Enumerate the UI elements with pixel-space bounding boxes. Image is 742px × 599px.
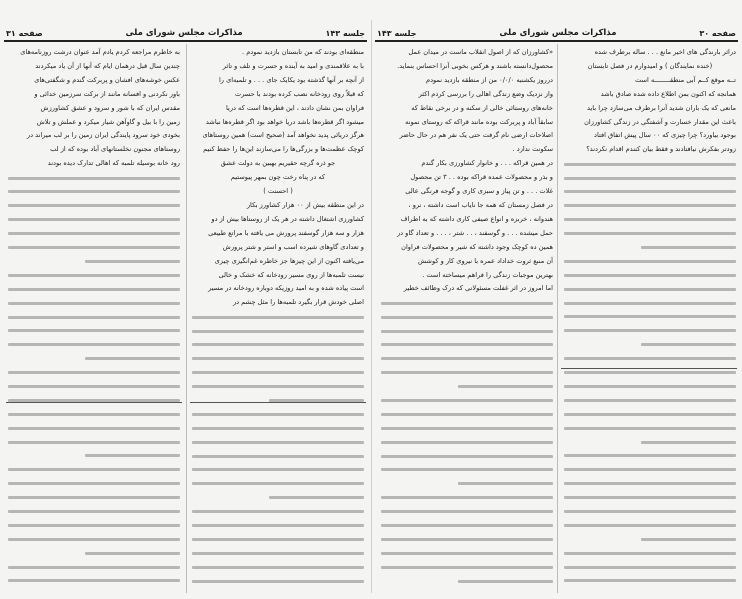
illegible-text-line xyxy=(564,157,736,171)
text-line-mark xyxy=(8,288,180,291)
text-column xyxy=(8,46,180,588)
illegible-text-line xyxy=(8,463,180,477)
text-line-mark xyxy=(8,232,180,235)
session-number: جلسه ۱۴۳ xyxy=(377,28,417,38)
text-column xyxy=(381,46,553,588)
session-number: جلسه ۱۴۳ xyxy=(325,28,365,38)
illegible-text-line xyxy=(564,532,736,546)
text-line-mark xyxy=(8,218,180,221)
text-line-mark xyxy=(8,316,180,319)
illegible-text-line xyxy=(8,491,180,505)
text-line-mark xyxy=(192,524,364,527)
illegible-text-line xyxy=(564,338,736,352)
text-line-mark xyxy=(564,385,736,388)
text-line-mark xyxy=(8,204,180,207)
text-line: که قبلاً روی رودخانه نصب کرده بودند با حسرت xyxy=(234,89,364,98)
text-line-mark xyxy=(8,441,180,444)
text-line: فراوان بمن نشان دادند ، این قطره‌ها است که دریا xyxy=(225,103,364,112)
text-line: سابقاً آباد و پربرکت بوده مانند قراکه که روستای نمونه xyxy=(405,117,553,126)
illegible-text-line xyxy=(381,532,553,546)
illegible-text-line xyxy=(381,546,553,560)
page-header xyxy=(6,27,365,39)
text-column xyxy=(192,46,364,588)
illegible-text-line xyxy=(192,560,364,574)
illegible-text-line xyxy=(8,380,180,394)
text-line: اصلاحات ارضی نام گرفت حتی یک نفر هم در حال حاضر xyxy=(399,131,553,140)
text-line-mark xyxy=(85,552,180,555)
text-line-mark xyxy=(564,302,736,305)
text-line-mark xyxy=(641,246,736,249)
illegible-text-line xyxy=(564,435,736,449)
text-line-mark xyxy=(564,399,736,402)
text-line: با به علاقمندی و امید به آینده و حسرت و تلف و تاثر xyxy=(222,61,364,70)
text-line-mark xyxy=(564,482,736,485)
text-line-mark xyxy=(381,316,553,319)
text-line-mark xyxy=(564,218,736,221)
text-line-mark xyxy=(192,413,364,416)
column-divider xyxy=(186,44,187,593)
text-line-mark xyxy=(8,371,180,374)
illegible-text-line xyxy=(192,546,364,560)
illegible-text-line xyxy=(8,268,180,282)
header-rule xyxy=(375,40,738,42)
text-line-mark xyxy=(8,246,180,249)
text-line: در همین قراکه . . . و خانوار کشاورزی بکار گندم xyxy=(421,159,553,168)
illegible-text-line xyxy=(8,477,180,491)
text-line-mark xyxy=(8,343,180,346)
illegible-text-line xyxy=(8,393,180,407)
text-line-mark xyxy=(8,413,180,416)
illegible-text-line xyxy=(381,352,553,366)
text-line: «کشاورزان که از اصول انقلاب ماست در میدان عمل xyxy=(408,48,553,56)
illegible-text-line xyxy=(564,477,736,491)
page-header xyxy=(377,27,736,39)
text-line-mark xyxy=(269,496,364,499)
illegible-text-line xyxy=(564,213,736,227)
text-line-mark xyxy=(564,566,736,569)
text-line-mark xyxy=(192,357,364,360)
illegible-text-line xyxy=(8,532,180,546)
text-line: و بذر و محصولات عمده قراکه بوده . . ۳ تن محصول xyxy=(410,173,553,182)
illegible-text-line xyxy=(192,394,364,408)
page-number: صفحه ۳۰ xyxy=(699,28,736,38)
text-line-mark xyxy=(8,538,180,541)
illegible-text-line xyxy=(8,560,180,574)
illegible-text-line xyxy=(564,574,736,588)
text-column xyxy=(564,46,736,588)
illegible-text-line xyxy=(8,449,180,463)
illegible-text-line xyxy=(192,519,364,533)
illegible-text-line xyxy=(8,421,180,435)
text-line: واز نزدیک وضع زندگی اهالی را بررسی کردم اکثر xyxy=(418,89,553,98)
illegible-text-line xyxy=(192,366,364,380)
text-line-mark xyxy=(192,316,364,319)
text-line-mark xyxy=(192,552,364,555)
illegible-text-line xyxy=(564,199,736,213)
text-line-mark xyxy=(381,357,553,360)
text-line-mark xyxy=(381,538,553,541)
text-line: آن منبع ثروت خداداد عمره با نیروی کار و کوشش xyxy=(418,256,553,265)
illegible-text-line xyxy=(192,532,364,546)
text-line-mark xyxy=(381,468,553,471)
illegible-text-line xyxy=(192,338,364,352)
text-line: دراثر بارندگی های اخیر مانع . . . ساله برطرف شده xyxy=(594,48,736,56)
illegible-text-line xyxy=(381,421,553,435)
text-line: مقدس ایران که با شور و سرود و عشق کشاورزش xyxy=(40,103,180,112)
text-line-mark xyxy=(641,441,736,444)
illegible-text-line xyxy=(564,546,736,560)
text-line: کشاورزی اشتغال داشته در هر یک از روستاها بیش از دو xyxy=(211,214,364,223)
text-line-mark xyxy=(381,441,553,444)
page-number: صفحه ۳۱ xyxy=(6,28,43,38)
illegible-text-line xyxy=(564,296,736,310)
text-line: حمل میشده . . . و گوسفند ، . . شتر ، . . . و تعداد گاو در xyxy=(396,228,553,237)
illegible-text-line xyxy=(192,491,364,505)
illegible-text-line xyxy=(381,491,553,505)
text-line: رود خانه بوسیله تلمبه که اهالی تدارک دیده بودند xyxy=(47,159,180,168)
text-line: بخودی خود سرود پایندگی ایران زمین را بر لب میراند در xyxy=(26,131,180,140)
text-line: اصلی خودش قرار بگیرد تلمبه‌ها را مثل چشم در xyxy=(232,298,364,307)
illegible-text-line xyxy=(8,296,180,310)
illegible-text-line xyxy=(381,519,553,533)
text-line: محصول‌دانسته باشند و هرکس بخوبی آنرا احساس بنماید. xyxy=(397,61,553,70)
illegible-text-line xyxy=(381,505,553,519)
text-line-mark xyxy=(458,580,553,583)
text-line: هندوانه ، خربزه و انواع صیفی کاری داشته که به اطراف xyxy=(400,214,553,223)
text-line: در فصل زمستان که همه جا نایاب است داشته ، نرو ، xyxy=(408,200,553,209)
illegible-text-line xyxy=(564,352,736,366)
illegible-text-line xyxy=(381,477,553,491)
text-line-mark xyxy=(564,288,736,291)
text-line: روستاهای مجنون نخلستانهای آباد بوده که از لب xyxy=(50,145,180,154)
illegible-text-line xyxy=(381,560,553,574)
text-line-mark xyxy=(381,427,553,430)
illegible-text-line xyxy=(192,505,364,519)
text-line-mark xyxy=(192,580,364,583)
text-line: خانه‌های روستائی خالی از سکنه و در برخی نقاط که xyxy=(411,103,553,112)
section-separator xyxy=(6,402,182,403)
text-line: از آنچه بر آنها گذشته بود یکایک جای . . . و تلمبه‌ای را xyxy=(218,75,364,84)
text-line-mark xyxy=(192,510,364,513)
text-line: جو ذره گرچه حقیریم بهبین به دولت عشق xyxy=(220,159,336,168)
illegible-text-line xyxy=(8,310,180,324)
text-line-mark xyxy=(85,260,180,263)
text-line: هزار و سه هزار گوسفند پرورش می یافته با مراتع طبیعی xyxy=(208,228,364,237)
text-line: منطقه‌ای بودند که من تابستان بازدید نمودم . xyxy=(242,48,364,56)
text-line-mark xyxy=(564,329,736,332)
text-line-mark xyxy=(8,496,180,499)
text-line: نیست تلمبه‌ها از روی مسیر رودخانه که خشک و خالی xyxy=(218,270,364,279)
text-line-mark xyxy=(564,274,736,277)
publication-title: مذاکرات مجلس شورای ملی xyxy=(499,28,617,38)
text-line: به خاطرم مراجعه کردم یادم آمد عنوان درشت روزنامه‌های xyxy=(20,48,180,56)
text-line: ( احسنت ) xyxy=(263,187,293,196)
illegible-text-line xyxy=(564,171,736,185)
illegible-text-line xyxy=(381,449,553,463)
section-separator xyxy=(190,402,366,403)
illegible-text-line xyxy=(8,282,180,296)
illegible-text-line xyxy=(564,491,736,505)
illegible-text-line xyxy=(564,421,736,435)
text-line: درروز یکشنبه ۰/۰/۰ من از منطقه بازدید نمودم xyxy=(425,75,553,84)
illegible-text-line xyxy=(8,199,180,213)
text-line: عکس خوشه‌های افشان و پربرکت گندم و شگفتی‌های xyxy=(34,75,180,84)
text-line-mark xyxy=(564,260,736,263)
text-line-mark xyxy=(381,496,553,499)
text-line-mark xyxy=(564,413,736,416)
illegible-text-line xyxy=(8,366,180,380)
illegible-text-line xyxy=(564,505,736,519)
text-line-mark xyxy=(192,455,364,458)
text-line: چندین سال قبل درهمان ایام که آنها از آن یاد میکردند xyxy=(35,61,180,70)
text-line: باور نکردنی و افسانه مانند از برکت سرزمین خدائی و xyxy=(34,89,180,98)
illegible-text-line xyxy=(192,435,364,449)
text-line: بهترین موجبات زندگی را فراهم میساخته است . xyxy=(422,270,553,279)
text-line-mark xyxy=(8,468,180,471)
text-line-mark xyxy=(564,427,736,430)
illegible-text-line xyxy=(192,477,364,491)
illegible-text-line xyxy=(381,463,553,477)
illegible-text-line xyxy=(564,449,736,463)
text-line-mark xyxy=(8,302,180,305)
text-line-mark xyxy=(381,343,553,346)
illegible-text-line xyxy=(8,574,180,588)
illegible-text-line xyxy=(381,380,553,394)
text-line-mark xyxy=(8,566,180,569)
illegible-text-line xyxy=(564,380,736,394)
text-line-mark xyxy=(192,538,364,541)
text-line-mark xyxy=(8,385,180,388)
illegible-text-line xyxy=(381,324,553,338)
illegible-text-line xyxy=(8,435,180,449)
text-line: (خنده نمایندگان ) و امیدوارم در فصل تابستان xyxy=(587,61,713,70)
text-line: بوجود بیاورد؟ چرا چیزی که ۰۰ سال پیش اتفاق افتاد xyxy=(594,131,736,140)
illegible-text-line xyxy=(381,366,553,380)
text-line-mark xyxy=(564,496,736,499)
illegible-text-line xyxy=(192,380,364,394)
illegible-text-line xyxy=(564,268,736,282)
text-line-mark xyxy=(564,315,736,318)
text-line: کوچک عظمت‌ها و بزرگی‌ها را می‌سازند این‌ها را حفظ کنیم xyxy=(203,145,364,154)
illegible-text-line xyxy=(192,407,364,421)
text-line: تــه موقع کــم آبی منطقــــــــه است xyxy=(635,75,736,84)
illegible-text-line xyxy=(8,213,180,227)
illegible-text-line xyxy=(8,227,180,241)
illegible-text-line xyxy=(381,296,553,310)
illegible-text-line xyxy=(564,254,736,268)
illegible-text-line xyxy=(8,185,180,199)
text-line-mark xyxy=(192,371,364,374)
text-line-mark xyxy=(564,454,736,457)
text-line-mark xyxy=(458,482,553,485)
text-line-mark xyxy=(381,510,553,513)
text-line-mark xyxy=(641,538,736,541)
illegible-text-line xyxy=(564,185,736,199)
illegible-text-line xyxy=(8,171,180,185)
text-line-mark xyxy=(564,579,736,582)
text-line-mark xyxy=(192,385,364,388)
text-line-mark xyxy=(564,357,736,360)
illegible-text-line xyxy=(381,394,553,408)
text-line-mark xyxy=(381,330,553,333)
text-line-mark xyxy=(564,163,736,166)
illegible-text-line xyxy=(192,574,364,588)
text-line: در این منطقه بیش از ۰۰ هزار کشاورز بکار xyxy=(246,200,364,209)
illegible-text-line xyxy=(564,463,736,477)
text-line-mark xyxy=(192,427,364,430)
illegible-text-line xyxy=(564,393,736,407)
text-line-mark xyxy=(8,190,180,193)
text-line-mark xyxy=(192,566,364,569)
illegible-text-line xyxy=(564,560,736,574)
text-line-mark xyxy=(564,177,736,180)
text-line-mark xyxy=(564,524,736,527)
illegible-text-line xyxy=(564,324,736,338)
illegible-text-line xyxy=(564,310,736,324)
illegible-text-line xyxy=(381,310,553,324)
text-line-mark xyxy=(381,399,553,402)
illegible-text-line xyxy=(381,574,553,588)
illegible-text-line xyxy=(192,421,364,435)
illegible-text-line xyxy=(8,407,180,421)
text-line-mark xyxy=(381,566,553,569)
text-line-mark xyxy=(564,190,736,193)
text-line: غلات . . . و تن پیاز و سبزی کاری و گوجه فرنگی عالی xyxy=(405,187,553,196)
text-line-mark xyxy=(381,524,553,527)
illegible-text-line xyxy=(8,241,180,255)
column-divider xyxy=(557,44,558,593)
text-line-mark xyxy=(85,357,180,360)
text-line: هرگز دریائی پدید نخواهد آمد (صحیح است) همین روستاهای xyxy=(202,131,364,140)
illegible-text-line xyxy=(381,435,553,449)
illegible-text-line xyxy=(8,518,180,532)
text-line: باعث این مقدار خسارت و آشفتگی در زندگی کشاورزان xyxy=(584,117,736,126)
text-line: مانعی که یک باران شدید آنرا برطرف می‌سازد چرا باید xyxy=(586,103,736,112)
illegible-text-line xyxy=(8,324,180,338)
text-line-mark xyxy=(192,468,364,471)
illegible-text-line xyxy=(192,352,364,366)
illegible-text-line xyxy=(564,282,736,296)
publication-title: مذاکرات مجلس شورای ملی xyxy=(125,28,243,38)
text-line-mark xyxy=(192,441,364,444)
text-line-mark xyxy=(381,552,553,555)
text-line-mark xyxy=(8,510,180,513)
header-rule xyxy=(4,40,367,42)
text-line: زودتر بفکرش نیافتادند و فقط بیان کنندم اقدام نکردند؟ xyxy=(586,145,736,154)
text-line-mark xyxy=(8,482,180,485)
illegible-text-line xyxy=(8,505,180,519)
text-line-mark xyxy=(564,510,736,513)
text-line-mark xyxy=(8,524,180,527)
text-line-mark xyxy=(641,343,736,346)
illegible-text-line xyxy=(564,407,736,421)
text-line: می‌یافته اکنون از این چیزها جز خاطره غم‌انگیزی چیزی xyxy=(214,256,364,265)
text-line-mark xyxy=(381,302,553,305)
text-line-mark xyxy=(564,232,736,235)
text-line-mark xyxy=(381,413,553,416)
text-line-mark xyxy=(381,455,553,458)
text-line-mark xyxy=(192,330,364,333)
text-line-mark xyxy=(8,427,180,430)
text-line: است پیاده شده و به امید روزیکه دوباره رودخانه در مسیر xyxy=(208,284,364,293)
text-line-mark xyxy=(564,552,736,555)
illegible-text-line xyxy=(8,338,180,352)
text-line-mark xyxy=(381,371,553,374)
text-line-mark xyxy=(458,385,553,388)
illegible-text-line xyxy=(8,352,180,366)
text-line: و تعدادی گاوهای شیرده اسب و استر و شتر پرورش xyxy=(222,242,364,251)
illegible-text-line xyxy=(381,407,553,421)
text-line: میشود اگر قطره‌ها باشد دریا خواهد بود اگر قطره‌ها نباشد xyxy=(205,117,364,126)
page-fold xyxy=(371,20,372,593)
illegible-text-line xyxy=(192,449,364,463)
text-line: اما امروز در اثر غفلت مسئولانی که درک وظائف خطیر xyxy=(403,284,553,293)
text-line: همین ده کوچک وجود داشته که شیر و محصولات فراوان xyxy=(401,242,553,251)
illegible-text-line xyxy=(564,518,736,532)
right-page xyxy=(371,0,742,599)
illegible-text-line xyxy=(564,227,736,241)
section-separator xyxy=(561,368,737,369)
illegible-text-line xyxy=(192,324,364,338)
text-line: سکونت ندارد . xyxy=(512,145,553,154)
text-line-mark xyxy=(8,177,180,180)
text-line-mark xyxy=(8,274,180,277)
text-line-mark xyxy=(192,482,364,485)
text-line-mark xyxy=(564,468,736,471)
illegible-text-line xyxy=(192,463,364,477)
text-line: زمین را با بیل و گاوآهن شیار میکرد و عملش و تلاش xyxy=(36,117,180,126)
text-line: همانجه که اکنون بمن اطلاع داده شده صادق باشد xyxy=(600,89,736,98)
illegible-text-line xyxy=(192,310,364,324)
text-line-mark xyxy=(564,371,736,374)
text-line-mark xyxy=(85,454,180,457)
illegible-text-line xyxy=(564,241,736,255)
text-line-mark xyxy=(192,343,364,346)
text-line-mark xyxy=(564,204,736,207)
text-line-mark xyxy=(8,329,180,332)
text-line: که در پناه رخت چون بمهر پیوستیم xyxy=(230,173,326,182)
illegible-text-line xyxy=(381,338,553,352)
text-line-mark xyxy=(8,579,180,582)
illegible-text-line xyxy=(8,255,180,269)
illegible-text-line xyxy=(8,546,180,560)
